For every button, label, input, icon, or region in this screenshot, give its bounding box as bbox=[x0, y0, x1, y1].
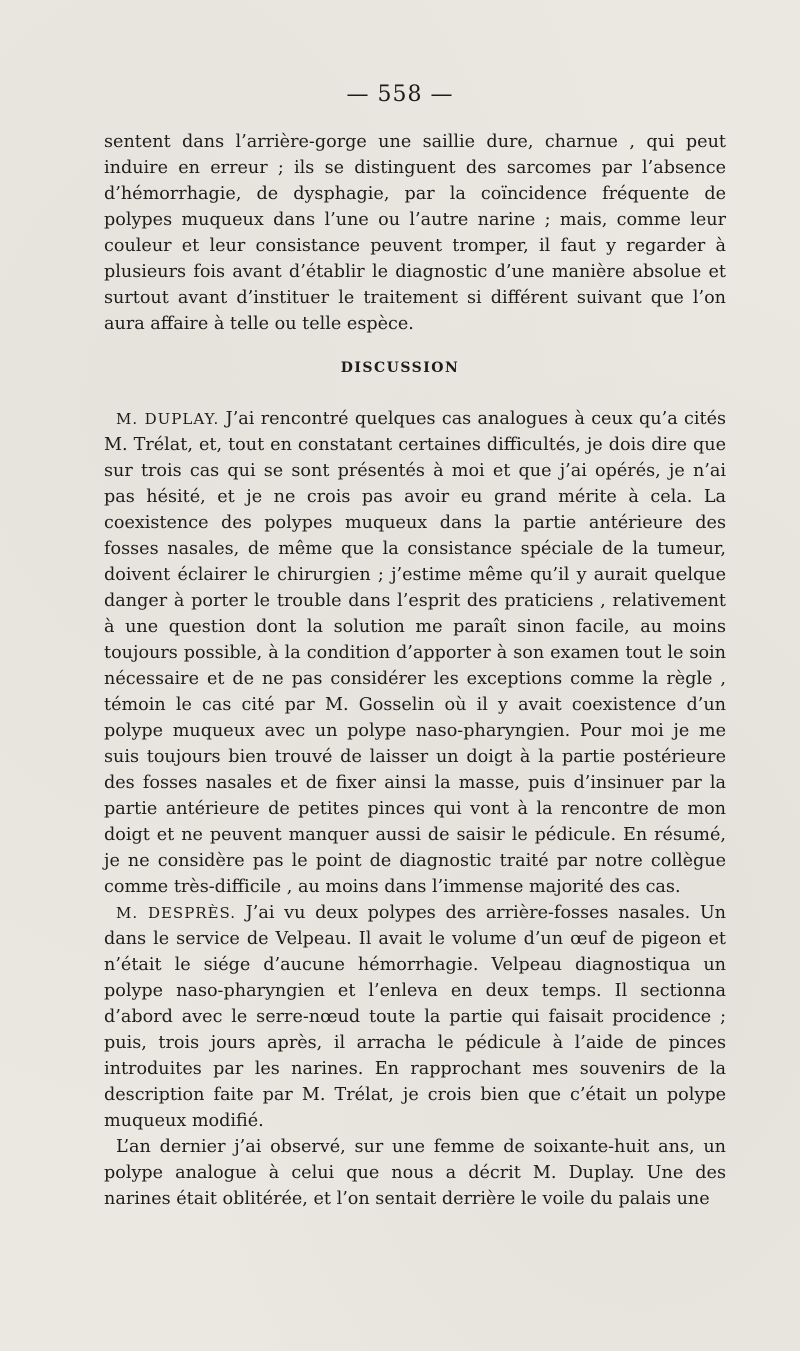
speech-text: J’ai rencontré quelques cas analogues à ceux qu’a cités M. Trélat, et, tout en constatant certaines difficultés, je dois dire que sur trois cas qui se sont présentés à moi et que j’ai opérés, je n’ai pas hésité, et je ne crois pas avoir eu grand mérite à cela. La coexistence des polypes muqueux dans la partie antérieure des fosses nasales, de même que la consistance spéciale de la tumeur, doivent éclairer le chirurgien ; j’estime même qu’il y aurait quelque danger à porter le trouble dans l’esprit des praticiens , relativement à une question dont la solution me paraît sinon facile, au moins toujours possible, à la condition d’apporter à son examen tout le soin nécessaire et de ne pas considérer les exceptions comme la règle , témoin le cas cité par M. Gosselin où il y avait coexistence d’un polype muqueux avec un polype naso-pharyngien. Pour moi je me suis toujours bien trouvé de laisser un doigt à la partie postérieure des fosses nasales et de fixer ainsi la masse, puis d’insinuer par la partie antérieure de petites pinces qui vont à la rencontre de mon doigt et ne peuvent manquer aussi de saisir le pédicule. En résumé, je ne considère pas le point de diagnostic traité par notre collègue comme très-difficile , au moins dans l’immense majorité des cas. bbox=[104, 409, 727, 897]
speaker-name: M. DUPLAY. bbox=[116, 410, 220, 428]
page-number: — 558 — bbox=[346, 82, 454, 107]
section-heading: DISCUSSION bbox=[340, 360, 460, 376]
final-paragraph: L’an dernier j’ai observé, sur une femme de soixante-huit ans, un polype analogue à celui que nous a décrit M. Duplay. Une des narines était oblitérée, et l’on sentait derrière le voile du palais une bbox=[104, 1137, 726, 1209]
speech-duplay bbox=[104, 406, 726, 900]
continued-paragraph bbox=[104, 129, 726, 337]
discussion-body bbox=[104, 406, 726, 1212]
paragraph-text: sentent dans l’arrière-gorge une saillie dure, charnue , qui peut induire en erreur ; ils se distinguent des sarcomes par l’absence d’hémorrhagie, de dysphagie, par la coïncidence fréquente de polypes muqueux dans l’une ou l’autre narine ; mais, comme leur couleur et leur consistance peuvent tromper, il faut y regarder à plusieurs fois avant d’établir le diagnostic d’une manière absolue et surtout avant d’instituer le traitement si différent suivant que l’on aura affaire à telle ou telle espèce. bbox=[104, 132, 726, 334]
speaker-name: M. DESPRÈS. bbox=[116, 904, 237, 922]
speech-despres bbox=[104, 900, 726, 1134]
speech-text: J’ai vu deux polypes des arrière-fosses nasales. Un dans le service de Velpeau. Il avait le volume d’un œuf de pigeon et n’était le siége d’aucune hémorrhagie. Velpeau diagnostiqua un polype naso-pharyngien et l’enleva en deux temps. Il sectionna d’abord avec le serre-nœud toute la partie qui faisait procidence ; puis, trois jours après, il arracha le pédicule à l’aide de pinces introduites par les narines. En rapprochant mes souvenirs de la description faite par M. Trélat, je crois bien que c’était un polype muqueux modifié. bbox=[104, 903, 727, 1131]
